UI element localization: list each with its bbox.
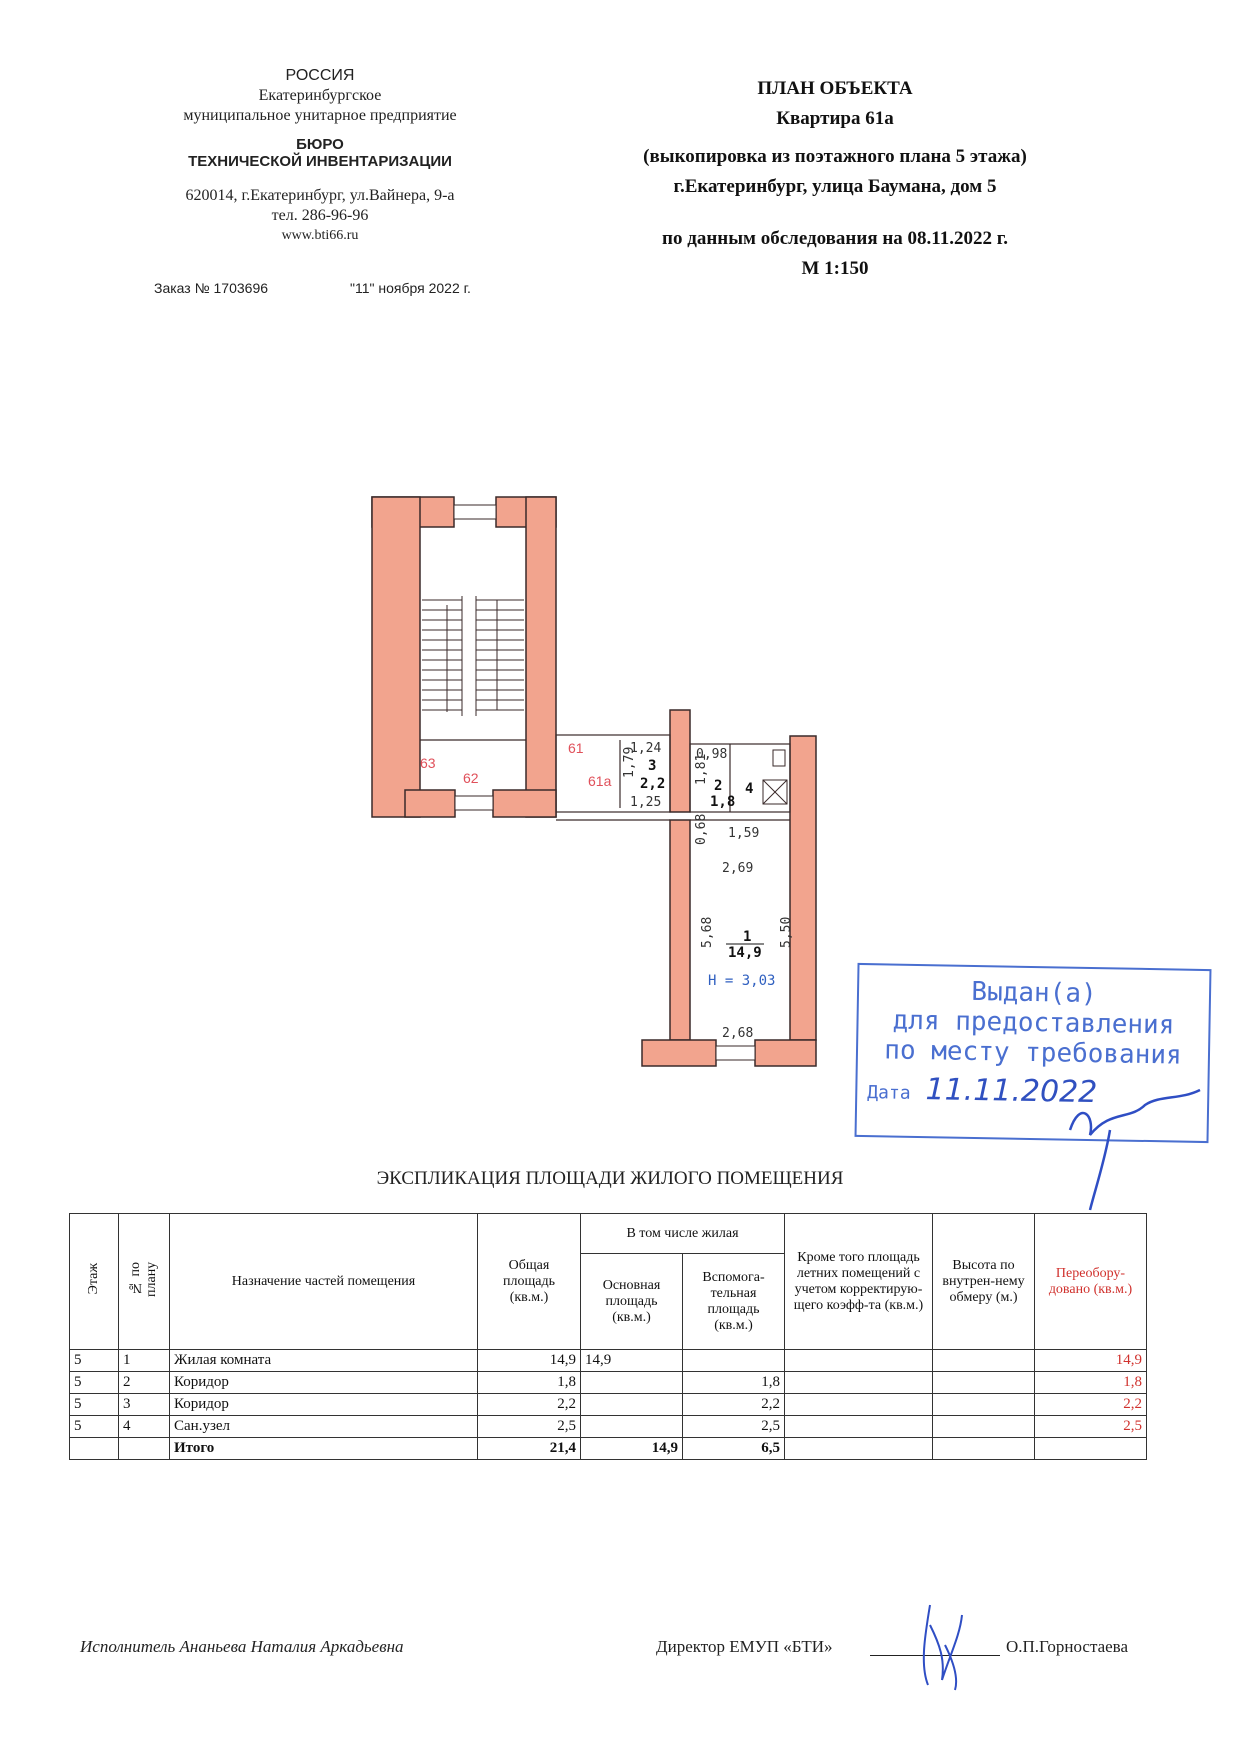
org-line-3: муниципальное унитарное предприятие (183, 107, 457, 124)
bureau-line-2: ТЕХНИЧЕСКОЙ ИНВЕНТАРИЗАЦИИ (188, 153, 452, 170)
room-1-number: 1 (743, 929, 752, 945)
cell-name: Коридор (170, 1372, 478, 1394)
org-line-2: Екатеринбургское (258, 87, 382, 104)
header-reequip: Переобору-довано (кв.м.) (1035, 1214, 1147, 1350)
cell-main (581, 1394, 683, 1416)
cell-aux: 2,2 (683, 1394, 785, 1416)
dim-label: 1,79 (622, 746, 637, 778)
explication-table (69, 1213, 1147, 1460)
cell-total: 14,9 (478, 1350, 581, 1372)
wall (405, 790, 455, 817)
fixtures (763, 750, 787, 804)
dim-label: 2,69 (722, 861, 754, 876)
cell-name: Коридор (170, 1394, 478, 1416)
cell-total: 2,5 (478, 1416, 581, 1438)
window (716, 1046, 755, 1060)
header-aux: Вспомога-тельная площадь (кв.м.) (683, 1254, 785, 1350)
stairs (422, 596, 524, 716)
survey-date: по данным обследования на 08.11.2022 г. (662, 228, 1008, 249)
org-address: 620014, г.Екатеринбург, ул.Вайнера, 9-а (185, 187, 455, 204)
dim-label: 5,50 (779, 916, 794, 948)
order-number: Заказ № 1703696 (154, 280, 269, 296)
cell-name: Жилая комната (170, 1350, 478, 1372)
header-living-group: В том числе жилая (581, 1214, 785, 1254)
table-total-row (70, 1438, 1147, 1460)
room-3-number: 3 (648, 758, 657, 774)
dim-label: 1,25 (630, 795, 662, 810)
header-main: Основная площадь (кв.м.) (581, 1254, 683, 1350)
cell-main-sum: 14,9 (581, 1438, 683, 1460)
dim-label: 1,81 (694, 753, 709, 785)
dim-label: 5,68 (700, 916, 715, 948)
cell-total-sum: 21,4 (478, 1438, 581, 1460)
stamp-date-value: 11.11.2022 (925, 1072, 1098, 1111)
wall (670, 820, 690, 1040)
stamp-signature (1050, 1060, 1230, 1230)
bureau-line-1: БЮРО (296, 136, 344, 153)
table-row (70, 1350, 1147, 1372)
cell-reequip: 1,8 (1035, 1372, 1147, 1394)
cell-floor: 5 (70, 1372, 119, 1394)
object-name: Квартира 61а (776, 108, 894, 129)
plan-title: ПЛАН ОБЪЕКТА (757, 78, 913, 99)
director-label: Директор ЕМУП «БТИ» (656, 1637, 833, 1656)
room-2-area: 1,8 (710, 794, 736, 810)
header-summer: Кроме того площадь летних помещений с учетом корректирую-щего коэфф-та (кв.м.) (785, 1214, 933, 1350)
wall (526, 497, 556, 817)
cell-reequip: 14,9 (1035, 1350, 1147, 1372)
cell-aux: 1,8 (683, 1372, 785, 1394)
cell-main (581, 1416, 683, 1438)
header-plan-no: № по плану (119, 1214, 170, 1350)
cell-no: 3 (119, 1394, 170, 1416)
cell-aux-sum: 6,5 (683, 1438, 785, 1460)
cell-height (933, 1372, 1035, 1394)
table-row (70, 1416, 1147, 1438)
order-date: "11" ноября 2022 г. (350, 280, 471, 296)
cell-summer (785, 1372, 933, 1394)
cell-reequip: 2,2 (1035, 1394, 1147, 1416)
stamp-line-1: Выдан(а) (971, 976, 1097, 1010)
room-height: H = 3,03 (708, 973, 776, 989)
scale: М 1:150 (801, 258, 869, 279)
cell-summer (785, 1394, 933, 1416)
cell-height (933, 1350, 1035, 1372)
cell-height (933, 1438, 1035, 1460)
cell-summer (785, 1416, 933, 1438)
cell-reequip (1035, 1438, 1147, 1460)
table-row (70, 1372, 1147, 1394)
wall (790, 736, 816, 1040)
cell-total: 1,8 (478, 1372, 581, 1394)
cell-no (119, 1438, 170, 1460)
cell-total: 2,2 (478, 1394, 581, 1416)
org-phone: тел. 286-96-96 (271, 207, 369, 224)
header-height: Высота по внутрен-нему обмеру (м.) (933, 1214, 1035, 1350)
cell-aux (683, 1350, 785, 1372)
cell-main: 14,9 (581, 1350, 683, 1372)
table-row (70, 1394, 1147, 1416)
toilet-icon (773, 750, 785, 766)
dim-label: 0,68 (694, 813, 709, 845)
stamp-line-2: для предоставления (892, 1005, 1175, 1041)
cell-floor (70, 1438, 119, 1460)
wall (670, 710, 690, 812)
neighbor-label-62: 62 (463, 770, 479, 786)
stamp-date-label: Дата (867, 1082, 911, 1104)
header-floor: Этаж (70, 1214, 119, 1350)
cell-no: 1 (119, 1350, 170, 1372)
dim-label: 2,68 (722, 1026, 754, 1041)
cell-no: 2 (119, 1372, 170, 1394)
cell-summer (785, 1350, 933, 1372)
neighbor-label-61: 61 (568, 740, 584, 756)
director-name: О.П.Горностаева (1006, 1637, 1129, 1656)
neighbor-label-63: 63 (420, 755, 436, 771)
stamp-line-3: по месту требования (884, 1035, 1182, 1071)
source-note: (выкопировка из поэтажного плана 5 этажа) (643, 146, 1027, 167)
window (455, 796, 493, 810)
cell-floor: 5 (70, 1394, 119, 1416)
cell-name: Сан.узел (170, 1416, 478, 1438)
room-1-area: 14,9 (728, 945, 762, 961)
room-3-area: 2,2 (640, 776, 666, 792)
wall (372, 497, 420, 817)
object-address: г.Екатеринбург, улица Баумана, дом 5 (673, 176, 997, 197)
cell-no: 4 (119, 1416, 170, 1438)
cell-floor: 5 (70, 1416, 119, 1438)
table-title: ЭКСПЛИКАЦИЯ ПЛОЩАДИ ЖИЛОГО ПОМЕЩЕНИЯ (376, 1168, 844, 1189)
cell-height (933, 1416, 1035, 1438)
wall (642, 1040, 716, 1066)
wall (755, 1040, 816, 1066)
header-purpose: Назначение частей помещения (170, 1214, 478, 1350)
executor: Исполнитель Ананьева Наталия Аркадьевна (80, 1637, 404, 1656)
cell-reequip: 2,5 (1035, 1416, 1147, 1438)
dim-label: 1,24 (630, 741, 662, 756)
window (454, 505, 496, 519)
neighbor-label-61a: 61а (588, 773, 612, 789)
org-website: www.bti66.ru (281, 228, 359, 243)
room-4-number: 4 (745, 781, 754, 797)
header-total: Общая площадь (кв.м.) (478, 1214, 581, 1350)
cell-summer (785, 1438, 933, 1460)
dim-label: 1,59 (728, 826, 760, 841)
cell-aux: 2,5 (683, 1416, 785, 1438)
cell-main (581, 1372, 683, 1394)
cell-floor: 5 (70, 1350, 119, 1372)
room-2-number: 2 (714, 778, 723, 794)
wall (493, 790, 556, 817)
country: РОССИЯ (285, 67, 355, 84)
dim-label: 0,98 (696, 747, 728, 762)
cell-total-label: Итого (170, 1438, 478, 1460)
director-signature (900, 1585, 990, 1695)
cell-height (933, 1394, 1035, 1416)
